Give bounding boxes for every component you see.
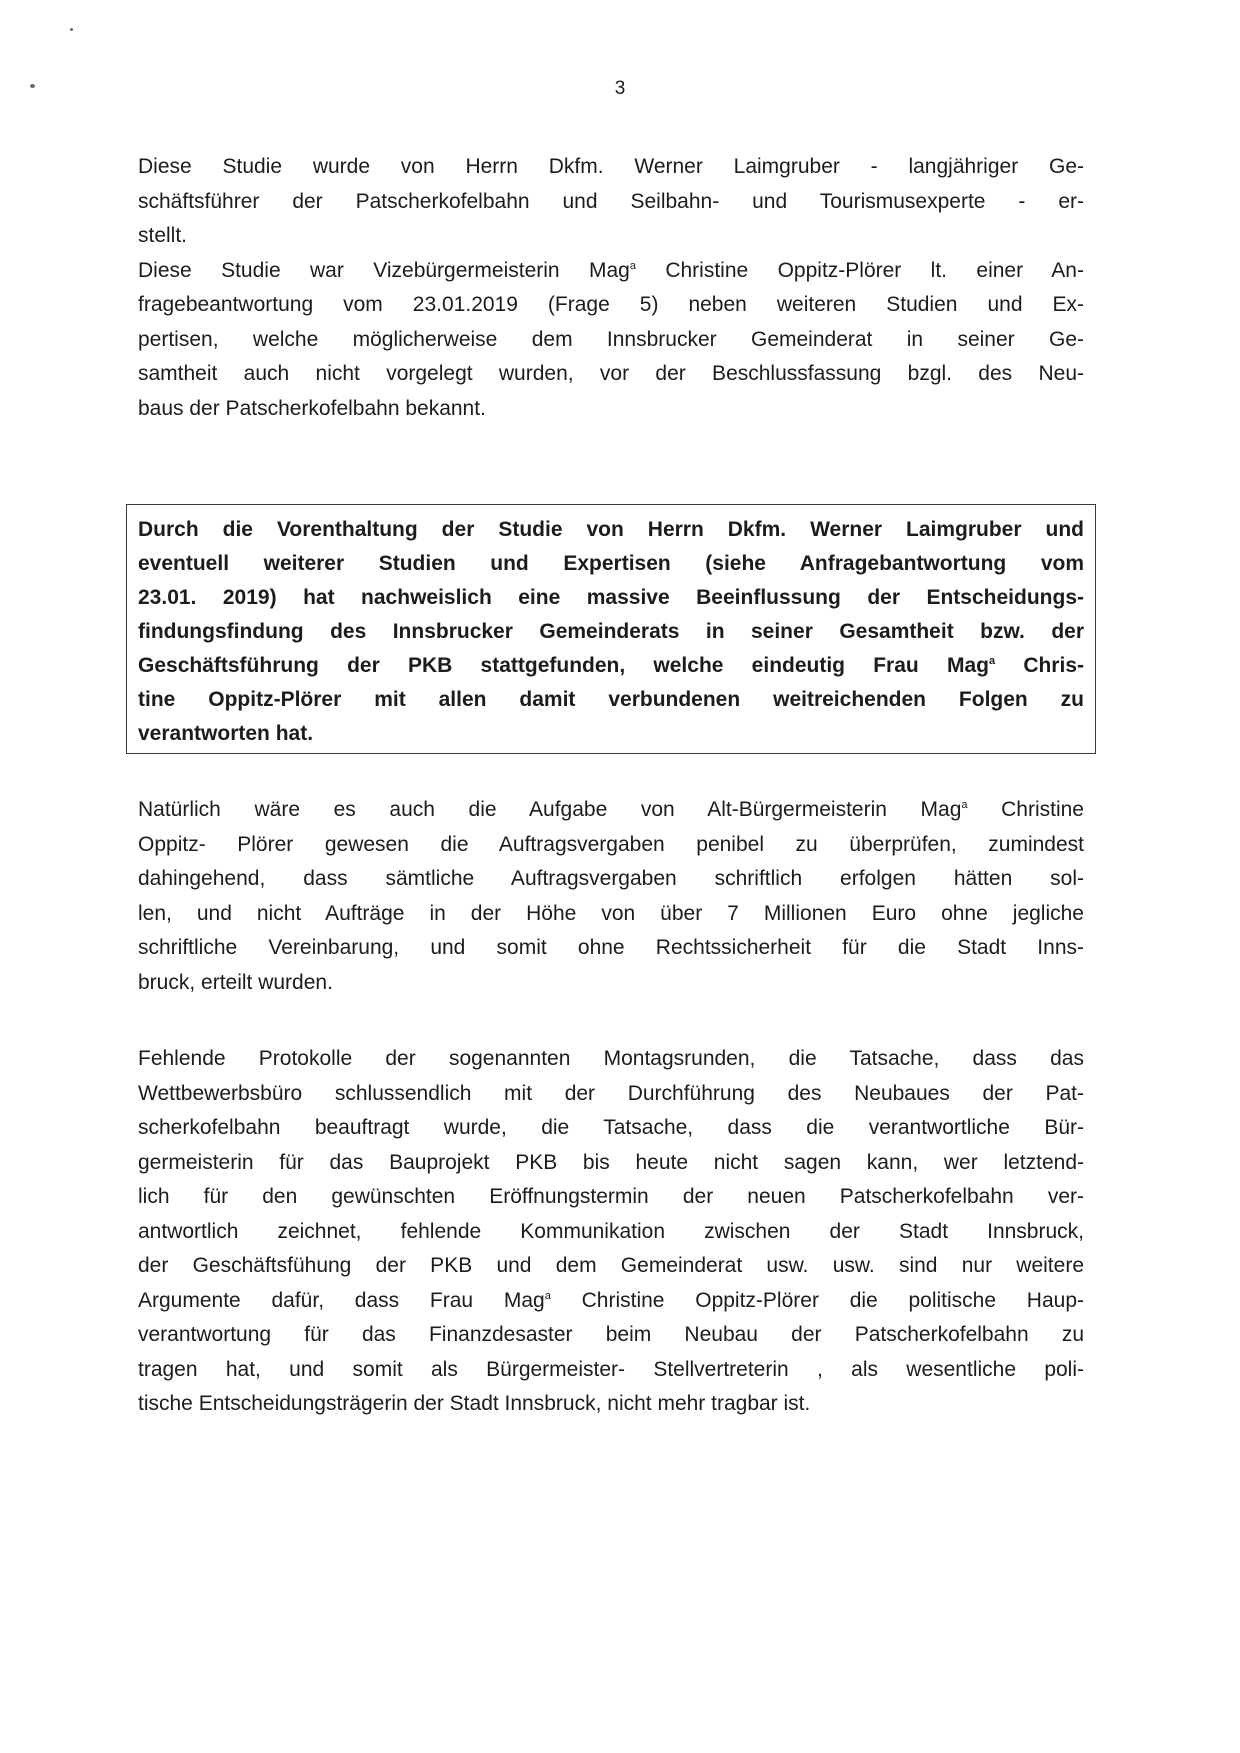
text-line: Wettbewerbsbüro schlussendlich mit der Durchführung des Neubaues der Pat- xyxy=(138,1081,1084,1105)
text-line: antwortlich zeichnet, fehlende Kommunikation zwischen der Stadt Innsbruck, xyxy=(138,1219,1084,1243)
text-line: pertisen, welche möglicherweise dem Innsbrucker Gemeinderat in seiner Ge- xyxy=(138,327,1084,351)
text-line: Natürlich wäre es auch die Aufgabe von Alt-Bürgermeisterin Mag$^a$ Christine xyxy=(138,798,1084,821)
text-line: tragen hat, und somit als Bürgermeister- Stellvertreterin , als wesentliche poli- xyxy=(138,1357,1084,1381)
text-line: dahingehend, dass sämtliche Auftragsvergaben schriftlich erfolgen hätten sol- xyxy=(138,867,1084,890)
paragraph-3 xyxy=(138,793,1084,1000)
text-line: Oppitz- Plörer gewesen die Auftragsvergaben penibel zu überprüfen, zumindest xyxy=(138,832,1084,856)
superscript-a: a xyxy=(961,799,968,811)
text-line: germeisterin für das Bauprojekt PKB bis heute nicht sagen kann, wer letztend- xyxy=(138,1150,1084,1174)
text-line: stellt. xyxy=(138,224,188,247)
superscript-a: a xyxy=(544,1289,551,1302)
text-line: tine Oppitz-Plörer mit allen damit verbundenen weitreichenden Folgen zu xyxy=(138,688,1084,711)
text-line: scherkofelbahn beauftragt wurde, die Tatsache, dass die verantwortliche Bür- xyxy=(138,1116,1084,1139)
page-number: 3 xyxy=(614,78,626,99)
text-line: Diese Studie wurde von Herrn Dkfm. Werner Laimgruber - langjähriger Ge- xyxy=(138,155,1084,178)
text-line: lich für den gewünschten Eröffnungstermin der neuen Patscherkofelbahn ver- xyxy=(138,1185,1084,1208)
text-line: baus der Patscherkofelbahn bekannt. xyxy=(138,396,486,420)
text-line: bruck, erteilt wurden. xyxy=(138,970,333,994)
text-line: der Geschäftsfühung der PKB und dem Gemeinderat usw. usw. sind nur weitere xyxy=(138,1254,1084,1277)
superscript-a: a xyxy=(629,259,636,272)
text-line: eventuell weiterer Studien und Expertisen (siehe Anfragebantwortung vom xyxy=(138,552,1084,575)
text-line: verantworten hat. xyxy=(138,722,314,745)
superscript-a: a xyxy=(988,655,996,667)
paragraph-2 xyxy=(138,254,1084,427)
text-line: schäftsführer der Patscherkofelbahn und Seilbahn- und Tourismusexperte - er- xyxy=(138,189,1084,213)
text-line: Fehlende Protokolle der sogenannten Montagsrunden, die Tatsache, dass das xyxy=(138,1047,1084,1070)
text-line: findungsfindung des Innsbrucker Gemeinderats in seiner Gesamtheit bzw. der xyxy=(138,620,1084,643)
text-line: tische Entscheidungsträgerin der Stadt Innsbruck, nicht mehr tragbar ist. xyxy=(138,1392,811,1415)
boxed-statement xyxy=(126,504,1096,754)
text-line: schriftliche Vereinbarung, und somit ohne Rechtssicherheit für die Stadt Inns- xyxy=(138,936,1084,959)
scan-speck xyxy=(70,28,73,31)
text-line: len, und nicht Aufträge in der Höhe von über 7 Millionen Euro ohne jegliche xyxy=(138,901,1084,925)
text-line: Geschäftsführung der PKB stattgefunden, welche eindeutig Frau Mag$^a$ Chris- xyxy=(138,654,1084,677)
text-line: 23.01. 2019) hat nachweislich eine massive Beeinflussung der Entscheidungs- xyxy=(138,586,1084,609)
text-line: Argumente dafür, dass Frau Mag$^a$ Christine Oppitz-Plörer die politische Haup- xyxy=(138,1288,1084,1312)
paragraph-1 xyxy=(138,150,1084,254)
text-line: Diese Studie war Vizebürgermeisterin Mag$^a$ Christine Oppitz-Plörer lt. einer An- xyxy=(138,258,1084,282)
text-line: samtheit auch nicht vorgelegt wurden, vor der Beschlussfassung bzgl. des Neu- xyxy=(138,362,1084,385)
paragraph-4 xyxy=(138,1042,1084,1422)
text-line: Durch die Vorenthaltung der Studie von Herrn Dkfm. Werner Laimgruber und xyxy=(138,518,1084,541)
text-line: fragebeantwortung vom 23.01.2019 (Frage 5) neben weiteren Studien und Ex- xyxy=(138,293,1084,316)
text-line: verantwortung für das Finanzdesaster beim Neubau der Patscherkofelbahn zu xyxy=(138,1323,1084,1346)
